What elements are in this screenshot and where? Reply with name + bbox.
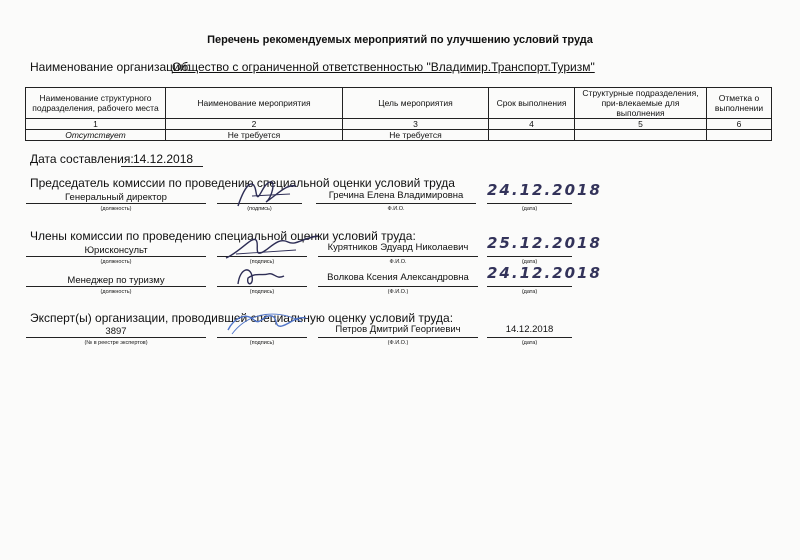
- header-departments: Структурные подразделения, при-влекаемые для выполнения: [575, 88, 707, 119]
- table-header-row: [26, 88, 772, 119]
- member-date: 24.12.2018: [487, 264, 602, 282]
- caption-position: (должность): [100, 206, 132, 212]
- caption-date: (дата): [521, 289, 538, 295]
- chair-date: 24.12.2018: [487, 181, 602, 199]
- caption-signature: (подпись): [249, 340, 275, 346]
- member-position-line: [26, 286, 206, 287]
- chair-position-line: [26, 203, 206, 204]
- header-subdivision: Наименование структурного подразделения, рабочего места: [26, 88, 166, 119]
- cell-departments: [575, 130, 707, 141]
- compiled-date-label: Дата составления:: [30, 152, 134, 166]
- chair-heading: Председатель комиссии по проведению специальной оценки условий труда: [30, 176, 455, 190]
- organization-name: Общество с ограниченной ответственностью "Владимир.Транспорт.Туризм": [172, 60, 595, 74]
- expert-date-line: [487, 337, 572, 338]
- compiled-date-underline: [121, 166, 203, 167]
- caption-signature: (подпись): [247, 206, 272, 212]
- member-signature-image: [222, 232, 322, 266]
- member-name-line: [318, 286, 478, 287]
- expert-date: 14.12.2018: [505, 324, 554, 335]
- measures-table: [25, 87, 772, 141]
- chair-name: Гречина Елена Владимировна: [328, 190, 464, 201]
- chair-signature-image: [232, 176, 302, 214]
- expert-name-line: [318, 337, 478, 338]
- member-position: Менеджер по туризму: [67, 275, 165, 286]
- column-number: 1: [26, 119, 166, 130]
- organization-label: Наименование организации:: [30, 60, 190, 74]
- header-completion-mark: Отметка о выполнении: [707, 88, 772, 119]
- compiled-date-value: 14.12.2018: [133, 152, 194, 166]
- caption-fio: (Ф.И.О.): [387, 340, 409, 346]
- member-name: Курятников Эдуард Николаевич: [327, 242, 469, 253]
- table-row: [26, 130, 772, 141]
- expert-heading: Эксперт(ы) организации, проводившей специальную оценку условий труда:: [30, 311, 454, 325]
- expert-signature-image: [220, 308, 310, 342]
- caption-date: (дата): [521, 259, 538, 265]
- chair-position: Генеральный директор: [65, 192, 167, 203]
- column-number: 4: [489, 119, 575, 130]
- caption-date: (дата): [521, 206, 538, 212]
- caption-signature: (подпись): [249, 259, 275, 265]
- caption-signature: (подпись): [249, 289, 275, 295]
- caption-fio: Ф.И.О.: [389, 259, 407, 265]
- column-number: 6: [707, 119, 772, 130]
- cell-subdivision: Отсутствует: [26, 130, 166, 141]
- cell-deadline: [489, 130, 575, 141]
- chair-date-line: [487, 203, 572, 204]
- caption-registry: (№ в реестре экспертов): [84, 340, 148, 346]
- table-number-row: [26, 119, 772, 130]
- column-number: 2: [166, 119, 343, 130]
- header-goal: Цель мероприятия: [343, 88, 489, 119]
- cell-measure: Не требуется: [166, 130, 343, 141]
- member-position: Юрисконсульт: [84, 245, 148, 256]
- expert-name: Петров Дмитрий Георгиевич: [335, 324, 461, 335]
- member-name-line: [318, 256, 478, 257]
- member-date-line: [487, 286, 572, 287]
- member-position-line: [26, 256, 206, 257]
- header-measure: Наименование мероприятия: [166, 88, 343, 119]
- caption-fio: Ф.И.О.: [387, 206, 405, 212]
- cell-goal: Не требуется: [343, 130, 489, 141]
- caption-date: (дата): [521, 340, 538, 346]
- page-title: Перечень рекомендуемых мероприятий по улучшению условий труда: [207, 34, 593, 46]
- chair-name-line: [316, 203, 476, 204]
- caption-fio: (Ф.И.О.): [387, 289, 409, 295]
- member-date-line: [487, 256, 572, 257]
- member-name: Волкова Ксения Александровна: [327, 272, 469, 283]
- expert-registry-number: 3897: [105, 326, 127, 337]
- members-heading: Члены комиссии по проведению специальной оценки условий труда:: [30, 229, 416, 243]
- cell-completion-mark: [707, 130, 772, 141]
- header-deadline: Срок выполнения: [489, 88, 575, 119]
- column-number: 5: [575, 119, 707, 130]
- caption-position: (должность): [100, 259, 132, 265]
- caption-position: (должность): [100, 289, 132, 295]
- expert-registry-line: [26, 337, 206, 338]
- member-signature-image: [232, 262, 288, 292]
- member-date: 25.12.2018: [487, 234, 602, 252]
- column-number: 3: [343, 119, 489, 130]
